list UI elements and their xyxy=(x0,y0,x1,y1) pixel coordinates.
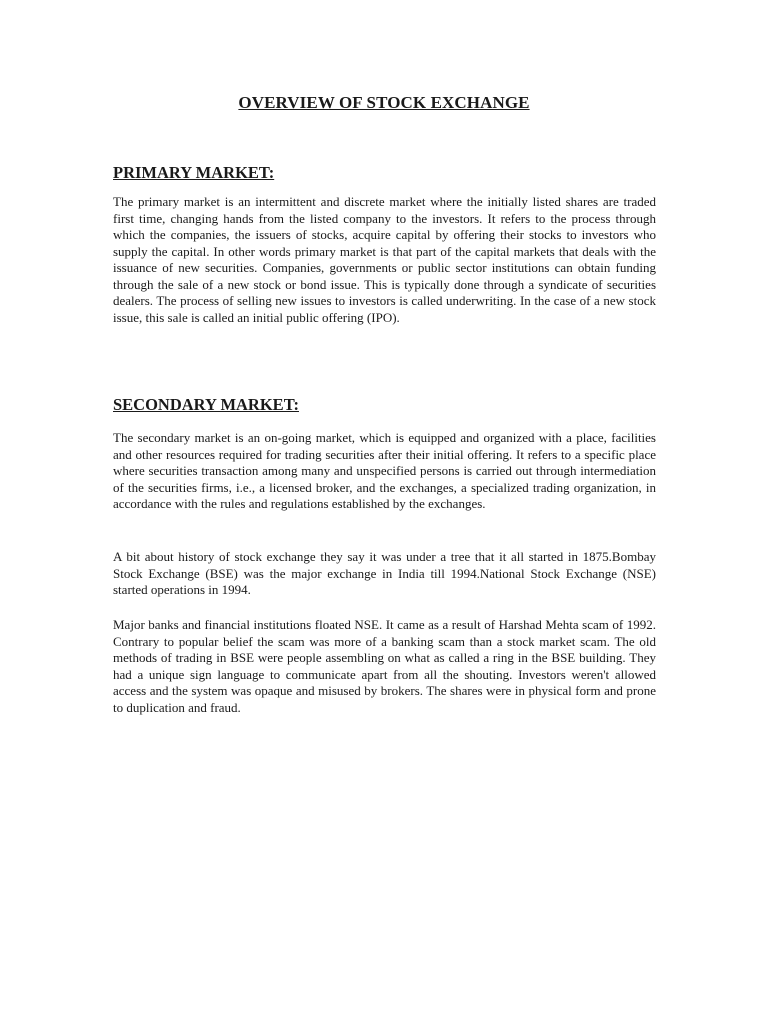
paragraph-secondary-market: The secondary market is an on-going market, which is equipped and organized with a place, facilities and other resources required for trading securities after their initial offering. It refers to a specific place where securities transaction among many and unspecified persons is carried out through intermediation of the securities firms, i.e., a licensed broker, and the exchanges, a specialized trading organization, in accordance with the rules and regulations established by the exchanges. xyxy=(113,430,656,511)
document-title: OVERVIEW OF STOCK EXCHANGE xyxy=(238,93,530,112)
paragraph-primary-market: The primary market is an intermittent and discrete market where the initially listed shares are traded first time, changing hands from the listed company to the investors. It refers to the process through which the companies, the issuers of stocks, acquire capital by offering their stocks to investors who supply the capital. In other words primary market is that part of the capital markets that deals with the issuance of new securities. Companies, governments or public sector institutions can obtain funding through the sale of a new stock or bond issue. This is typically done through a syndicate of securities dealers. The process of selling new issues to investors is called underwriting. In the case of a new stock issue, this sale is called an initial public offering (IPO). xyxy=(113,194,656,325)
paragraph-exchange-history: A bit about history of stock exchange they say it was under a tree that it all started in 1875.Bombay Stock Exchange (BSE) was the major exchange in India till 1994.National Stock Exchange (NSE) started operations in 1994. xyxy=(113,549,656,597)
paragraph-nse-origin: Major banks and financial institutions floated NSE. It came as a result of Harshad Mehta scam of 1992. Contrary to popular belief the scam was more of a banking scam than a stock market scam. The old methods of trading in BSE were people assembling on what as called a ring in the BSE building. They had a unique sign language to communicate apart from all the shouting. Investors weren't allowed access and the system was opaque and misused by brokers. The shares were in physical form and prone to duplication and fraud. xyxy=(113,617,656,715)
section-heading-secondary-market: SECONDARY MARKET: xyxy=(113,395,299,414)
section-heading-primary-market: PRIMARY MARKET: xyxy=(113,163,275,182)
